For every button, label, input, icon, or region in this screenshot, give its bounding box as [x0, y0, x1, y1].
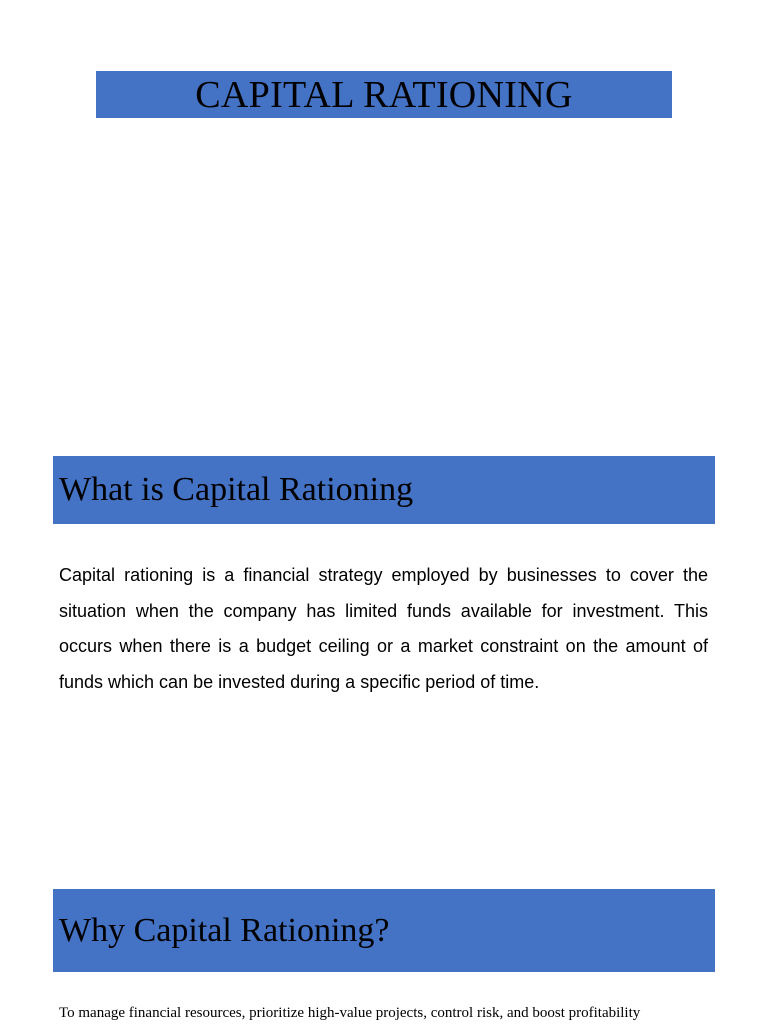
section-banner-why — [53, 889, 715, 972]
title-banner — [96, 71, 672, 118]
section-banner-what — [53, 456, 715, 524]
section-body-why: To manage financial resources, prioritize high-value projects, control risk, and boost profitability — [59, 1005, 641, 1021]
section-body-what: Capital rationing is a financial strategy employed by businesses to cover the situation when the company has limited funds available for investment. This occurs when there is a budget ceiling or a market constraint on the amount of funds which can be invested during a specific period of time. — [59, 565, 708, 692]
section-heading-what: What is Capital Rationing — [59, 471, 414, 508]
page-title: CAPITAL RATIONING — [195, 73, 573, 116]
section-heading-why: Why Capital Rationing? — [59, 911, 390, 949]
